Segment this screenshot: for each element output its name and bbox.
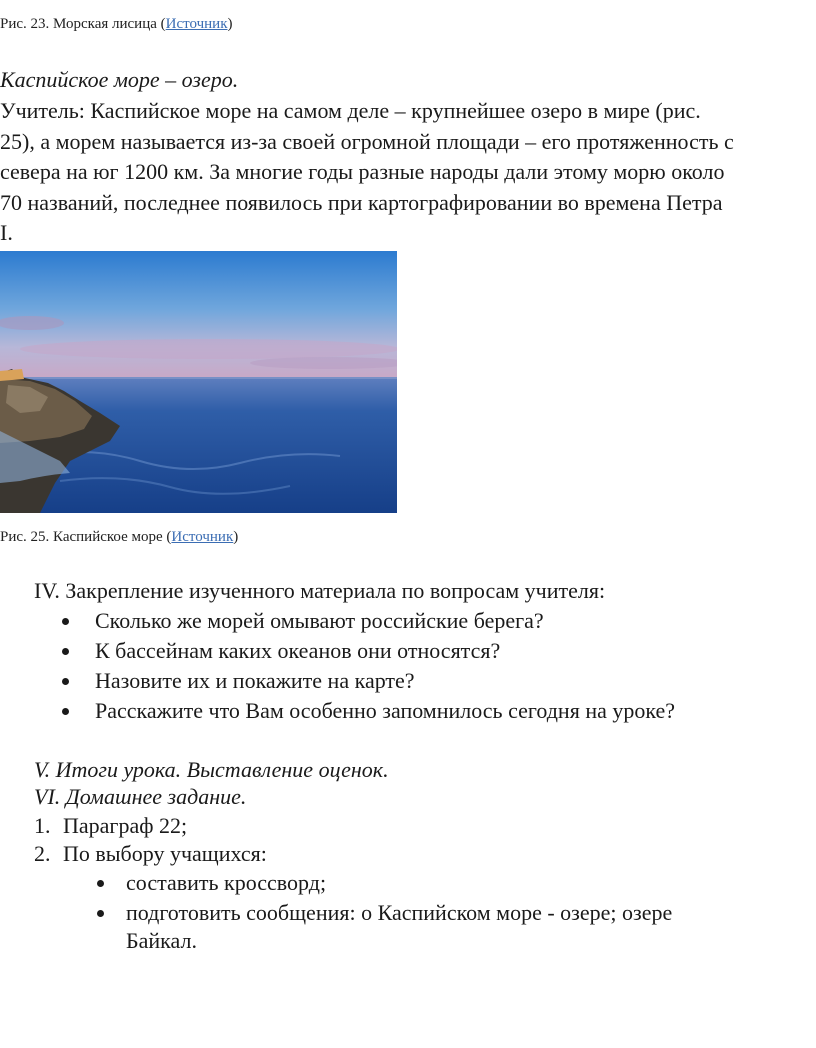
bullet-icon [97,910,104,917]
question-item: К бассейнам каких океанов они относятся? [95,638,501,663]
homework-number: 2. [34,841,51,866]
bullet-icon [62,618,69,625]
paragraph-line: севера на юг 1200 км. За многие годы разные народы дали этому морю около [0,159,725,184]
source-link[interactable]: Источник [165,16,228,32]
choice-item: подготовить сообщения: о Каспийском море - озере; озере [126,900,673,925]
question-item: Расскажите что Вам особенно запомнилось сегодня на уроке? [95,698,676,723]
bullet-icon [62,708,69,715]
section-heading-caspian: Каспийское море – озеро. [0,67,239,92]
figure-25-caption [0,528,238,546]
source-link[interactable]: Источник [171,529,234,545]
caption-text-end: ) [227,16,233,32]
homework-item: По выбору учащихся: [63,841,267,866]
question-item: Сколько же морей омывают российские берега? [95,608,544,633]
paragraph-line: 70 названий, последнее появилось при картографировании во времена Петра [0,189,723,215]
bullet-icon [62,678,69,685]
paragraph-line: 25), а морем называется из-за своей огромной площади – его протяженность с [0,128,734,154]
question-item: Назовите их и покажите на карте? [95,668,415,693]
caption-text: Рис. 23. Морская лисица ( [0,16,166,32]
teacher-paragraph [0,96,816,249]
caption-text-end: ) [233,529,239,545]
homework-number: 1. [34,813,51,838]
caspian-sea-photo [0,251,397,513]
choice-item: составить кроссворд; [126,870,327,895]
section-v-heading: V. Итоги урока. Выставление оценок. [34,757,389,782]
paragraph-line: I. [0,220,13,245]
paragraph-line: Учитель: Каспийское море на самом деле – крупнейшее озеро в мире (рис. [0,98,701,123]
section-iv-title: IV. Закрепление изученного материала по вопросам учителя: [34,578,606,603]
figure-23-caption [0,15,233,33]
caption-text: Рис. 25. Каспийское море ( [0,529,172,545]
choice-item-continuation: Байкал. [126,928,197,953]
section-vi-heading: VI. Домашнее задание. [34,784,247,809]
bullet-icon [62,648,69,655]
homework-item: Параграф 22; [63,813,188,838]
bullet-icon [97,880,104,887]
